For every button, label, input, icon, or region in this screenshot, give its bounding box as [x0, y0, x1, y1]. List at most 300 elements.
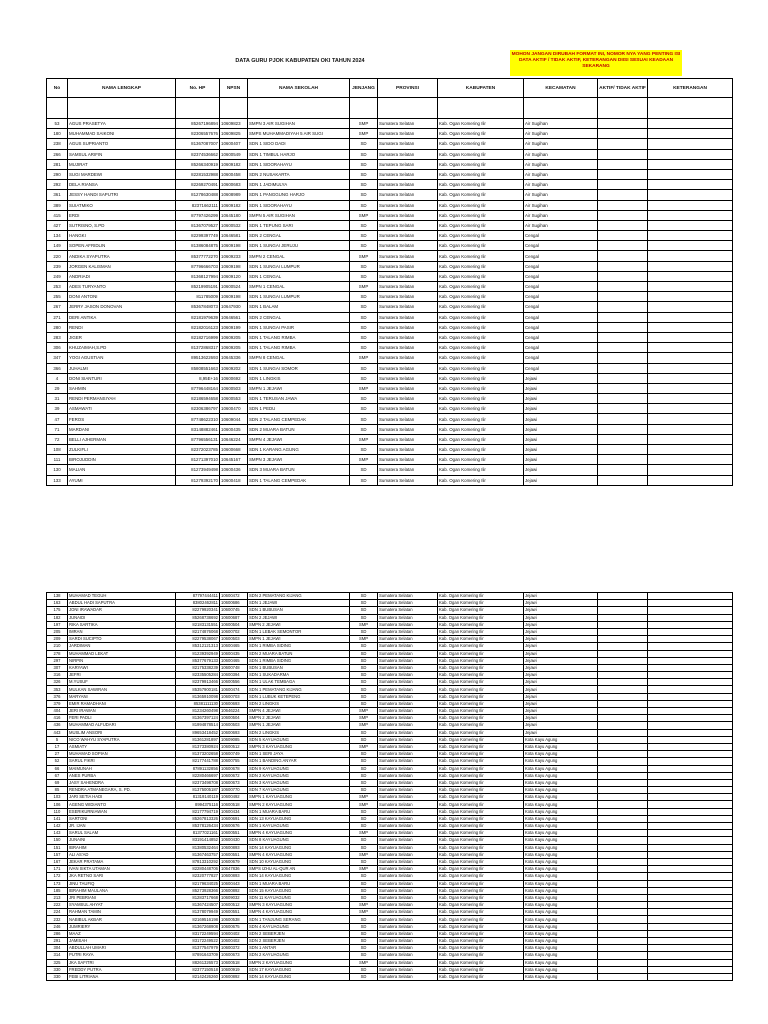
table-cell: SD [350, 650, 378, 657]
table-cell: DONI SIANTURI [68, 373, 176, 383]
table-cell: JONI IRAWADAR [68, 607, 176, 614]
table-cell [648, 808, 733, 815]
table-cell: 286 [47, 930, 68, 937]
table-cell: SDN 1 BUBUSAN [248, 664, 350, 671]
table-cell: Jejawi [524, 600, 598, 607]
table-cell [648, 952, 733, 959]
table-cell: Air Sugihan [524, 119, 598, 129]
table-cell: Sumatera Selatan [378, 251, 438, 261]
table-cell [648, 292, 733, 302]
table-cell: SMPN 4 JEJAWI [248, 708, 350, 715]
table-cell: Kab. Ogan Komering Ilir [438, 973, 524, 980]
table-cell [648, 600, 733, 607]
table-cell: SD [350, 887, 378, 894]
table-cell: SMP [350, 794, 378, 801]
table-cell [648, 851, 733, 858]
table-cell: Kab. Ogan Komering Ilir [438, 614, 524, 621]
table-cell: Kota Kayu Agung [524, 887, 598, 894]
table-cell: Kab. Ogan Komering Ilir [438, 621, 524, 628]
table-cell: SMPN 4 KAYUAGUNG [248, 851, 350, 858]
table-cell: 10600549 [220, 149, 248, 159]
table-cell: Kab. Ogan Komering Ilir [438, 729, 524, 736]
table-cell: 290 [47, 169, 68, 179]
table-cell: Sumatera Selatan [378, 322, 438, 332]
table-cell: 306 [47, 343, 68, 353]
table-cell: Kab. Ogan Komering Ilir [438, 801, 524, 808]
table-cell: Kota Kayu Agung [524, 837, 598, 844]
table-cell [648, 830, 733, 837]
table-cell: BIROJUDDIN [68, 455, 176, 465]
table-cell: Sumatera Selatan [378, 966, 438, 973]
table-cell: Kota Kayu Agung [524, 801, 598, 808]
table-cell: 87891132856 [176, 765, 220, 772]
table-cell: FEROS [68, 414, 176, 424]
table-cell: Kab. Ogan Komering Ilir [438, 794, 524, 801]
table-cell: SMP [350, 282, 378, 292]
table-cell [648, 628, 733, 635]
table-cell [598, 866, 648, 873]
table-cell: Kab. Ogan Komering Ilir [438, 679, 524, 686]
table-cell: 82142426260 [176, 973, 220, 980]
table-cell: Sumatera Selatan [378, 475, 438, 485]
table-cell: Sumatera Selatan [378, 758, 438, 765]
table-cell: SD [350, 241, 378, 251]
table-cell: NICO WAHYU SYAPUTRA [68, 736, 176, 743]
table-cell: SD [350, 149, 378, 159]
table-cell: 10609825 [220, 129, 248, 139]
table-cell: 222 [47, 902, 68, 909]
table-cell: 253 [47, 282, 68, 292]
table-row [47, 593, 733, 600]
table-cell: JR. IJAN [68, 823, 176, 830]
table-row [47, 715, 733, 722]
table-row [47, 751, 733, 758]
table-cell: Air Sugihan [524, 220, 598, 230]
table-cell: SMP [350, 722, 378, 729]
table-cell: SD [350, 808, 378, 815]
table-cell: SMP [350, 801, 378, 808]
table-cell: Kab. Ogan Komering Ilir [438, 210, 524, 220]
table-cell: Kab. Ogan Komering Ilir [438, 880, 524, 887]
table-cell: Sumatera Selatan [378, 973, 438, 980]
table-cell: 304 [47, 945, 68, 952]
table-cell: 389 [47, 200, 68, 210]
table-cell: Kab. Ogan Komering Ilir [438, 887, 524, 894]
table-cell: SOPEN AFRIDLIN [68, 241, 176, 251]
table-cell: 82181979639 [176, 312, 220, 322]
table-cell: AGUS SUPRIANTO [68, 139, 176, 149]
table-cell [598, 887, 648, 894]
table-cell [598, 700, 648, 707]
table-row [47, 902, 733, 909]
table-cell: 10645336 [220, 353, 248, 363]
column-header: NAMA LENGKAP [68, 79, 176, 98]
table-cell [648, 414, 733, 424]
table-cell: Kab. Ogan Komering Ilir [438, 916, 524, 923]
table-cell: Sumatera Selatan [378, 866, 438, 873]
table-cell: 8,95E+16 [176, 373, 220, 383]
table-cell [648, 621, 733, 628]
table-cell [648, 424, 733, 434]
table-cell: SDN 10 KAYUAGUNG [248, 858, 350, 865]
table-cell: JAMISAH [68, 938, 176, 945]
table-cell: SDN 1 SUKADARMA [248, 672, 350, 679]
table-cell: Jejawi [524, 414, 598, 424]
table-row [47, 801, 733, 808]
table-row [47, 679, 733, 686]
table-cell: Kab. Ogan Komering Ilir [438, 200, 524, 210]
table-cell [598, 823, 648, 830]
table-cell: SDN 2 LINGKIS [248, 729, 350, 736]
table-cell: Kab. Ogan Komering Ilir [438, 851, 524, 858]
table-cell: 103 [47, 794, 68, 801]
table-cell: FERI PADLI [68, 715, 176, 722]
table-cell: SD [350, 751, 378, 758]
table-cell: SD [350, 322, 378, 332]
table-cell: SMPN 3 AIR SUGIHAN [248, 119, 350, 129]
table-cell: 85 [47, 787, 68, 794]
table-cell: Jejawi [524, 621, 598, 628]
table-cell: 10608989 [220, 190, 248, 200]
table-cell: SMP [350, 830, 378, 837]
table-cell: 10609233 [220, 251, 248, 261]
table-cell: Sumatera Selatan [378, 722, 438, 729]
table-cell: SDN 1 TEPUNG SARI [248, 220, 350, 230]
table-cell: MARDANI [68, 424, 176, 434]
table-cell: Kota Kayu Agung [524, 823, 598, 830]
table-row [47, 650, 733, 657]
table-cell: Sumatera Selatan [378, 736, 438, 743]
table-cell: 108 [47, 445, 68, 455]
table-cell [648, 373, 733, 383]
table-cell [598, 815, 648, 822]
table-cell [648, 930, 733, 937]
table-cell: SMPS MUHAMMADIYAH 5 AIR SUGI [248, 129, 350, 139]
table-cell: 10600492 [220, 794, 248, 801]
table-cell: 271 [47, 312, 68, 322]
table-cell: MARYANI [68, 693, 176, 700]
table-cell: 85219905191 [176, 282, 220, 292]
table-cell [598, 220, 648, 230]
table-cell: Sumatera Selatan [378, 636, 438, 643]
table-cell: SMPN 3 JEJAWI [248, 455, 350, 465]
table-cell: Sumatera Selatan [378, 700, 438, 707]
table-cell: 87797444411 [176, 593, 220, 600]
table-cell: Sumatera Selatan [378, 455, 438, 465]
table-cell: SDN 4 KAYUAGUNG [248, 923, 350, 930]
table-cell: Kota Kayu Agung [524, 909, 598, 916]
column-header: No. HP [176, 79, 220, 98]
table-cell [648, 394, 733, 404]
table-cell: 10600518 [220, 801, 248, 808]
table-cell [598, 679, 648, 686]
table-cell: SDN 1 TERUSAN JAWA [248, 394, 350, 404]
table-cell: Jejawi [524, 394, 598, 404]
table-cell [598, 693, 648, 700]
table-cell: 182 [47, 614, 68, 621]
table-cell: SDN 2 TALANG CEMPEDAK [248, 414, 350, 424]
table-cell: 82182716999 [176, 332, 220, 342]
table-cell: 10600893 [220, 844, 248, 851]
table-cell [648, 657, 733, 664]
table-cell: Kab. Ogan Komering Ilir [438, 414, 524, 424]
table-cell: SDN 1 SIDORAHAYU [248, 159, 350, 169]
table-cell: SD [350, 414, 378, 424]
table-cell: Sumatera Selatan [378, 200, 438, 210]
table-cell: 10647930 [220, 302, 248, 312]
table-row [47, 614, 733, 621]
table-cell: 10600919 [220, 966, 248, 973]
table-row [47, 700, 733, 707]
table-cell: 10609044 [220, 414, 248, 424]
table-cell: Jejawi [524, 465, 598, 475]
table-cell: 82186594658 [176, 394, 220, 404]
table-cell: PUTRI RAYA [68, 952, 176, 959]
table-row [47, 465, 733, 475]
table-cell: AGUS PRASETYA [68, 119, 176, 129]
table-cell: Kota Kayu Agung [524, 830, 598, 837]
table-cell: Kab. Ogan Komering Ilir [438, 373, 524, 383]
table-cell: 82177794719 [176, 808, 220, 815]
table-cell: 82372023785 [176, 445, 220, 455]
table-cell: JRI PEBRIANI [68, 894, 176, 901]
table-cell: SMP [350, 119, 378, 129]
table-cell: 81367397124 [176, 715, 220, 722]
table-cell: 10647836 [220, 866, 248, 873]
table-cell: Kab. Ogan Komering Ilir [438, 909, 524, 916]
table-cell: Sumatera Selatan [378, 231, 438, 241]
table-cell: Air Sugihan [524, 139, 598, 149]
table-cell: 10600443 [220, 880, 248, 887]
table-cell: SDN 1 SIDO DADI [248, 139, 350, 149]
table-cell: 224 [47, 909, 68, 916]
table-cell: SD [350, 916, 378, 923]
table-row [47, 363, 733, 373]
table-cell: 267 [47, 302, 68, 312]
table-cell: BELLI AJHERMAN [68, 434, 176, 444]
table-cell: SD [350, 220, 378, 230]
table-cell: SMP [350, 743, 378, 750]
table-cell: 10600693 [220, 700, 248, 707]
table-cell: SDN 8 KAYUAGUNG [248, 837, 350, 844]
table-cell [598, 973, 648, 980]
table-cell: 71 [47, 424, 68, 434]
table-cell: SD [350, 923, 378, 930]
table-cell: SDN 1 PEMATANG KIJANG [248, 686, 350, 693]
table-cell: NABIBUL AKBAR [68, 916, 176, 923]
table-cell: 10600691 [220, 815, 248, 822]
table-cell: SDN 2 KAYUAGUNG [248, 772, 350, 779]
table-cell [598, 650, 648, 657]
table-cell: SMP [350, 959, 378, 966]
table-cell [598, 902, 648, 909]
table-cell: 82306557676 [176, 129, 220, 139]
blank-row [47, 98, 733, 119]
table-cell: SMPN 1 JEJAWI [248, 383, 350, 393]
table-cell: JKA SAFITRI [68, 959, 176, 966]
table-cell: 10600503 [220, 722, 248, 729]
table-cell: Sumatera Selatan [378, 414, 438, 424]
table-cell: Jejawi [524, 657, 598, 664]
table-cell [648, 475, 733, 485]
table-cell: 10600687 [220, 614, 248, 621]
table-cell: SUTRISNO, S.PD [68, 220, 176, 230]
table-cell: 138 [47, 593, 68, 600]
table-cell: Jejawi [524, 722, 598, 729]
table-cell: Kab. Ogan Komering Ilir [438, 722, 524, 729]
table-cell: 143 [47, 830, 68, 837]
column-header: PROVINSI [378, 79, 438, 98]
table-cell: Cengal [524, 312, 598, 322]
table-cell: Sumatera Selatan [378, 664, 438, 671]
table-cell: 416 [47, 715, 68, 722]
table-cell: Sumatera Selatan [378, 394, 438, 404]
table-cell: 326 [47, 679, 68, 686]
table-cell: Cengal [524, 251, 598, 261]
table-cell: Jejawi [524, 708, 598, 715]
table-cell: Kota Kayu Agung [524, 973, 598, 980]
table-cell: Sumatera Selatan [378, 938, 438, 945]
table-cell: Kab. Ogan Komering Ilir [438, 271, 524, 281]
table-cell: Kota Kayu Agung [524, 815, 598, 822]
table-cell: 10600893 [220, 873, 248, 880]
table-cell: SD [350, 815, 378, 822]
table-cell: Sumatera Selatan [378, 837, 438, 844]
table-cell: Kab. Ogan Komering Ilir [438, 241, 524, 251]
table-cell: Kab. Ogan Komering Ilir [438, 823, 524, 830]
table-cell: Cengal [524, 271, 598, 281]
table-cell [598, 765, 648, 772]
table-cell: SMPN 4 KAYUAGUNG [248, 830, 350, 837]
table-cell: 316 [47, 672, 68, 679]
table-cell [648, 779, 733, 786]
table-cell: MUHAMAD TEGUH [68, 593, 176, 600]
table-cell: Kota Kayu Agung [524, 894, 598, 901]
table-cell: Kab. Ogan Komering Ilir [438, 858, 524, 865]
table-cell: Kab. Ogan Komering Ilir [438, 119, 524, 129]
table-cell [598, 708, 648, 715]
table-cell: 82174876068 [176, 628, 220, 635]
table-cell: SDN 1 SUNGAI JERUJU [248, 241, 350, 251]
table-cell: 10645167 [220, 455, 248, 465]
header-row [47, 79, 733, 98]
table-cell: Jejawi [524, 636, 598, 643]
table-cell: SMPN 1 JEJAWI [248, 722, 350, 729]
table-cell [598, 292, 648, 302]
table-cell: Kab. Ogan Komering Ilir [438, 938, 524, 945]
table-cell: 81278630488 [176, 190, 220, 200]
table-cell: 82335505284 [176, 672, 220, 679]
table-cell: Kab. Ogan Komering Ilir [438, 455, 524, 465]
table-cell: SDN 1 LEBAK SEMONTOR [248, 628, 350, 635]
table-cell: RAHMAN TAMIN [68, 909, 176, 916]
table-cell [648, 729, 733, 736]
table-cell: SD [350, 271, 378, 281]
table-cell: ANES PURBA [68, 772, 176, 779]
table-cell: 82374536662 [176, 149, 220, 159]
table-cell: 10600678 [220, 765, 248, 772]
table-cell: Sumatera Selatan [378, 465, 438, 475]
table-cell: 10600892 [220, 887, 248, 894]
table-cell [648, 261, 733, 271]
table-cell: 85312121313 [176, 643, 220, 650]
table-cell: 87748622310 [176, 414, 220, 424]
instruction-note: MOHON JANGAN DIRUBAH FORMAT INI, NOMOR NYA YANG PENTING ISI DATA AKTIF / TIDAK AKTIF, KETERANGAN DIISI SESUAI KEADAAN SEKARANG [510, 50, 682, 76]
table-cell: 85267196894 [176, 119, 220, 129]
table-cell: Kota Kayu Agung [524, 873, 598, 880]
table-cell: Kota Kayu Agung [524, 880, 598, 887]
table-cell: 10600524 [220, 282, 248, 292]
table-cell: 10600503 [220, 383, 248, 393]
table-row [47, 693, 733, 700]
table-cell: Kab. Ogan Komering Ilir [438, 643, 524, 650]
table-cell: JERRY JASON DONOVAN [68, 302, 176, 312]
table-cell: Sumatera Selatan [378, 823, 438, 830]
table-cell: Kota Kayu Agung [524, 916, 598, 923]
table-cell: ZULKIFLI [68, 445, 176, 455]
table-cell [648, 973, 733, 980]
table-cell: SMPN 4 KAYUAGUNG [248, 909, 350, 916]
table-cell: Sumatera Selatan [378, 621, 438, 628]
table-cell [598, 139, 648, 149]
table-cell: Air Sugihan [524, 159, 598, 169]
table-cell: 10600470 [220, 404, 248, 414]
table-cell: Kab. Ogan Komering Ilir [438, 220, 524, 230]
table-cell: Kab. Ogan Komering Ilir [438, 693, 524, 700]
table-cell: Kab. Ogan Komering Ilir [438, 180, 524, 190]
table-cell [648, 636, 733, 643]
table-cell [598, 465, 648, 475]
table-cell [648, 363, 733, 373]
table-cell: SD [350, 945, 378, 952]
table-row [47, 149, 733, 159]
table-cell: Sumatera Selatan [378, 169, 438, 179]
table-cell [598, 332, 648, 342]
table-cell: 85808551663 [176, 363, 220, 373]
table-cell: MUHAMAD SOPIAN [68, 751, 176, 758]
table-cell: Jejawi [524, 434, 598, 444]
table-cell: Cengal [524, 363, 598, 373]
table-cell: Sumatera Selatan [378, 779, 438, 786]
table-cell: 436 [47, 722, 68, 729]
table-cell: 87797426299 [176, 210, 220, 220]
table-cell: Kab. Ogan Komering Ilir [438, 190, 524, 200]
table-cell: SDN 2 CENGAL [248, 231, 350, 241]
table-cell: RENDI [68, 322, 176, 332]
table-cell: 87796666703 [176, 261, 220, 271]
table-cell: JESSY HANDI SAPUTRI [68, 190, 176, 200]
table-cell: Sumatera Selatan [378, 271, 438, 281]
table-cell: 10600686 [220, 600, 248, 607]
table-cell: 347 [47, 353, 68, 363]
table-cell: SDN 1 JEJAWI [248, 600, 350, 607]
table-cell: 82175338239 [176, 664, 220, 671]
table-cell: 280 [47, 322, 68, 332]
table-cell [648, 210, 733, 220]
table-cell [598, 772, 648, 779]
table-cell: 85381111130 [176, 700, 220, 707]
table-cell: KHUZAIMAH,S.PD [68, 343, 176, 353]
table-cell: Kota Kayu Agung [524, 966, 598, 973]
table-cell: SDN 1 BALAM [248, 302, 350, 312]
table-cell: SD [350, 823, 378, 830]
table-cell: SMP [350, 621, 378, 628]
table-cell: Sumatera Selatan [378, 404, 438, 414]
table-cell: 81372868317 [176, 343, 220, 353]
table-cell: MUHAMMAD LEKAT [68, 650, 176, 657]
table-cell: JUNAINI [68, 837, 176, 844]
table-cell: Sumatera Selatan [378, 363, 438, 373]
